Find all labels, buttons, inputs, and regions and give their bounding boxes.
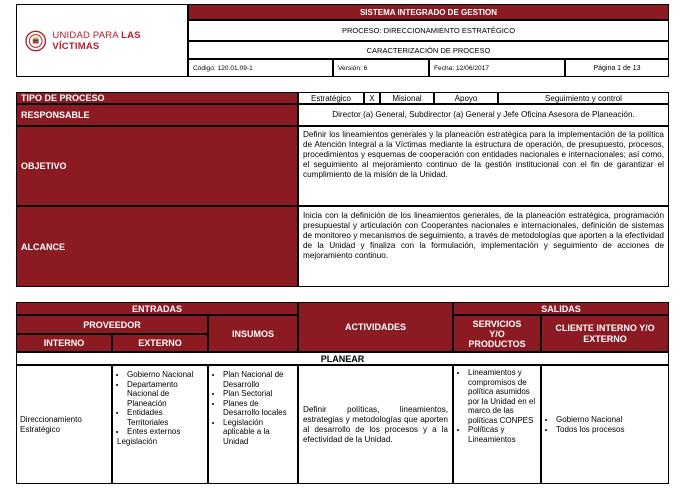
responsable-label: RESPONSABLE xyxy=(16,104,298,126)
row-insumos xyxy=(208,365,298,484)
objetivo-label: OBJETIVO xyxy=(16,126,298,206)
list-item: • Plan Sectorial xyxy=(223,389,295,399)
system-title: SISTEMA INTEGRADO DE GESTION xyxy=(188,4,669,20)
tipo-apoyo: Apoyo xyxy=(434,92,498,104)
page-number: Página 1 de 13 xyxy=(565,59,669,77)
tipo-estrategico: Estratégico xyxy=(298,92,364,104)
actividad-text: Definir políticas, lineamientos, estrategias y metodologías que aporten al desarrollo de los procesos y a la efectividad de la Unidad. xyxy=(303,404,448,444)
row-actividad xyxy=(298,365,453,484)
planear-phase-header: PLANEAR xyxy=(16,352,669,365)
list-item: Legislación xyxy=(117,436,158,446)
alcance-value: Inicia con la definición de los lineamientos generales, de la planeación estratégica, programación presupuestal y articulación con Cooperantes nacionales e internacionales, definición de sistemas de monitoreo y mecanismos de seguimiento, a través de metodologías que aporten a la efectividad de la Unidad y finaliza con la formulación, implementación y seguimiento de acciones de mejoramiento continuo. xyxy=(298,206,669,287)
cliente-header: CLIENTE INTERNO Y/O EXTERNO xyxy=(541,315,669,352)
process-name: PROCESO: DIRECCIONAMIENTO ESTRATÉGICO xyxy=(188,20,669,41)
list-item: • Lineamientos y compromisos de política asumidos por la Unidad en el marco de las políticas CONPES xyxy=(468,368,538,425)
servicios-header: SERVICIOS Y/O PRODUCTOS xyxy=(453,315,541,352)
tipo-label: TIPO DE PROCESO xyxy=(16,92,298,104)
colombia-seal-icon xyxy=(25,30,46,52)
row-cliente xyxy=(541,365,669,484)
list-item: • Departamento Nacional de Planeación xyxy=(127,380,205,409)
logo-text: UNIDAD PARA LAS VÍCTIMAS xyxy=(52,29,141,52)
responsable-value: Director (a) General, Subdirector (a) General y Jefe Oficina Asesora de Planeación. xyxy=(298,104,669,126)
document-code: Código: 120.01.09-1 xyxy=(188,59,333,77)
list-item: • Legislación aplicable a la Unidad xyxy=(223,418,295,447)
row-interno: Direccionamiento Estratégico xyxy=(16,365,112,484)
list-item: • Todos los procesos xyxy=(556,425,624,435)
list-item: • Entes externos xyxy=(127,427,205,437)
alcance-label: ALCANCE xyxy=(16,206,298,287)
tipo-seguimiento: Seguimiento y control xyxy=(498,92,669,104)
entradas-header: ENTRADAS xyxy=(16,302,298,315)
tipo-misional: Misional xyxy=(380,92,434,104)
interno-header: INTERNO xyxy=(16,334,112,352)
actividades-header: ACTIVIDADES xyxy=(298,302,453,352)
list-item: • Gobierno Nacional xyxy=(556,415,624,425)
list-item: • Políticas y Lineamientos xyxy=(468,425,538,444)
insumos-header: INSUMOS xyxy=(208,315,298,352)
document-date: Fecha: 12/06/2017 xyxy=(429,59,565,77)
proveedor-header: PROVEEDOR xyxy=(16,315,208,334)
logo-cell xyxy=(16,4,188,77)
list-item: • Gobierno Nacional xyxy=(127,370,205,380)
characterization-title: CARACTERIZACIÓN DE PROCESO xyxy=(188,41,669,59)
list-item: • Entidades Territoriales xyxy=(127,408,205,427)
row-externo xyxy=(112,365,208,484)
tipo-mark: X xyxy=(364,92,380,104)
document-version: Versión: 6 xyxy=(333,59,429,77)
objetivo-value: Definir los lineamientos generales y la planeación estratégica para la implementación de la política de Atención Integral a la Víctimas mediante la estructura de operación, de presupuesto, procesos, procedimientos y esquemas de cooperación con entidades nacionales e internacionales; así como, el seguimiento al mejoramiento continuo de la gestión institucional con el fin de garantizar el cumplimiento de la misión de la Unidad. xyxy=(298,126,669,206)
row-servicios xyxy=(453,365,541,484)
list-item: • Planes de Desarrollo locales xyxy=(223,399,295,418)
list-item: • Plan Nacional de Desarrollo xyxy=(223,370,295,389)
salidas-header: SALIDAS xyxy=(453,302,669,315)
externo-header: EXTERNO xyxy=(112,334,208,352)
